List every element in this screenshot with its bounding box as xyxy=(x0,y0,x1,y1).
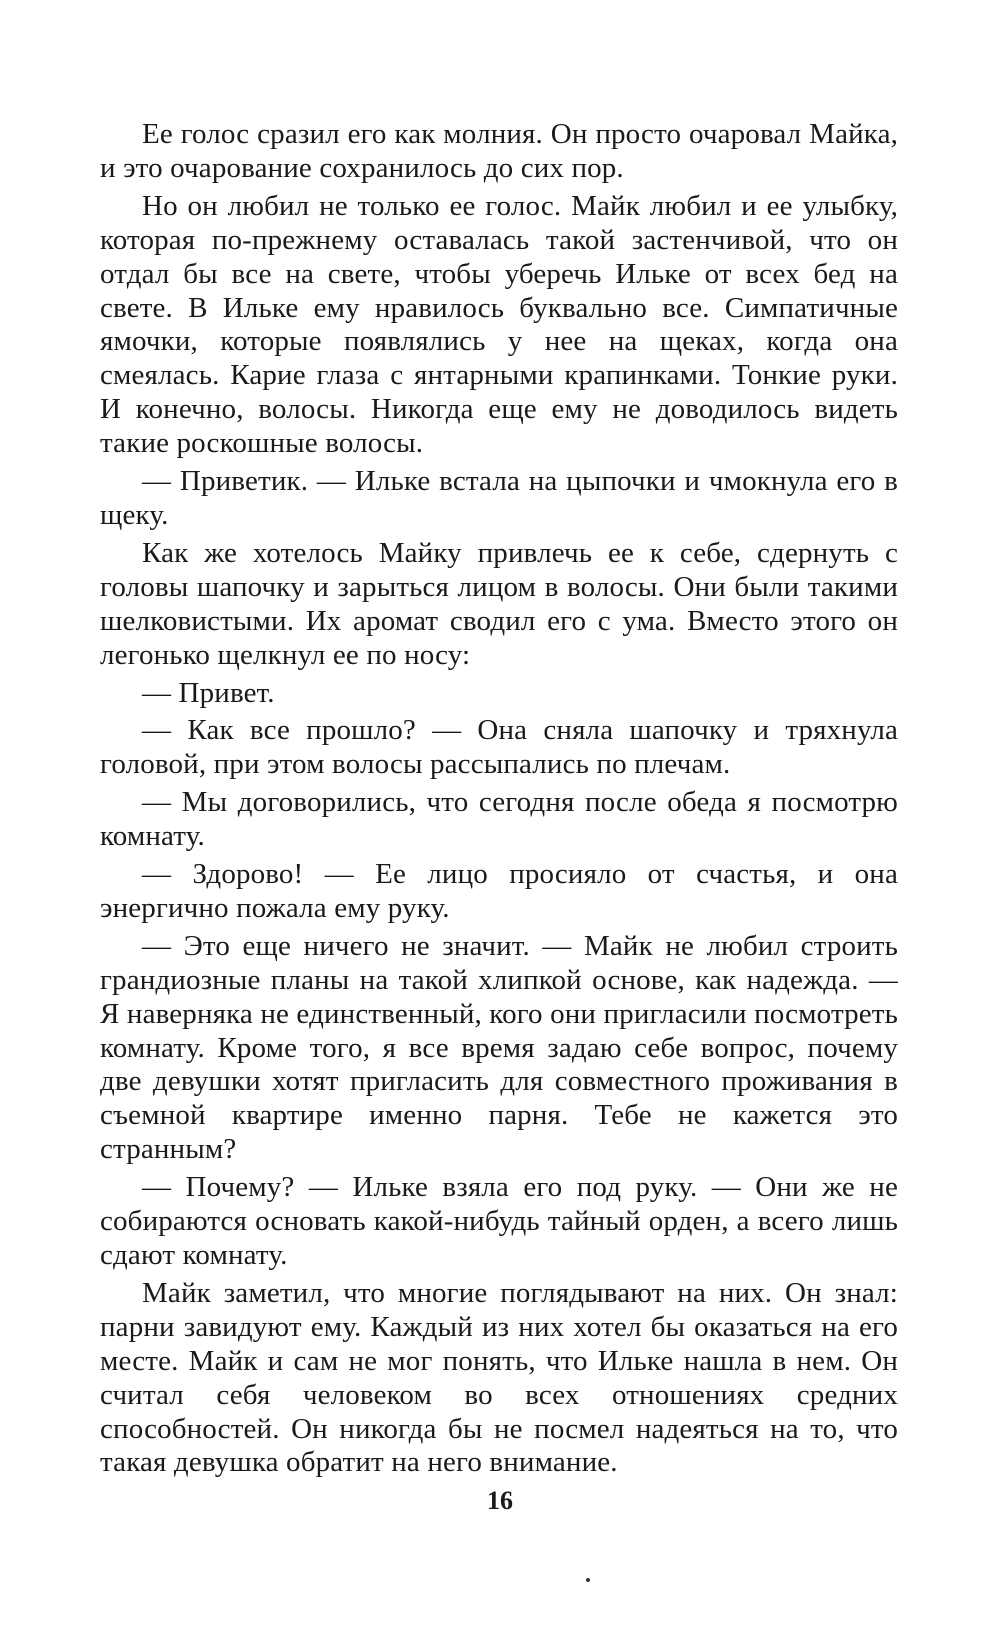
paragraph-8: — Здорово! — Ее лицо просияло от счастья, и она энергично пожала ему руку. xyxy=(100,858,898,924)
paragraph-9: — Это еще ничего не значит. — Майк не любил строить грандиозные планы на такой хлипкой основе, как надежда. — Я наверняка не единственный, кого они пригласили посмотреть комнату. Кроме того, я все время задаю себе вопрос, почему две девушки хотят пригласить для совместного проживания в съемной квартире именно парня. Тебе не кажется это странным? xyxy=(100,929,898,1166)
page-number: 16 xyxy=(487,1486,513,1515)
paragraph-11: Майк заметил, что многие поглядывают на них. Он знал: парни завидуют ему. Каждый из них хотел бы оказаться на его месте. Майк и сам не мог понять, что Ильке нашла в нем. Он считал себя человеком во всех отношениях средних способностей. Он никогда бы не посмел надеяться на то, что такая девушка обратит на него внимание. xyxy=(100,1276,898,1479)
paragraph-3: — Приветик. — Ильке встала на цыпочки и чмокнула его в щеку. xyxy=(100,465,898,531)
paragraph-7: — Мы договорились, что сегодня после обеда я посмотрю комнату. xyxy=(100,786,898,853)
print-speck xyxy=(586,1578,590,1582)
body-text xyxy=(100,118,898,1480)
paragraph-6: — Как все прошло? — Она сняла шапочку и тряхнула головой, при этом волосы рассыпались по плечам. xyxy=(100,714,898,781)
paragraph-4: Как же хотелось Майку привлечь ее к себе, сдернуть с головы шапочку и зарыться лицом в волосы. Они были такими шелковистыми. Их аромат сводил его с ума. Вместо этого он легонько щелкнул ее по носу: xyxy=(100,536,898,671)
paragraph-2: Но он любил не только ее голос. Майк любил и ее улыбку, которая по-прежнему оставалась такой застенчивой, что он отдал бы все на свете, чтобы уберечь Ильке от всех бед на свете. В Ильке ему нравилось буквально все. Симпатичные ямочки, которые появлялись у нее на щеках, когда она смеялась. Карие глаза с янтарными крапинками. Тонкие руки. И конечно, волосы. Никогда еще ему не доводилось видеть такие роскошные волосы. xyxy=(100,189,898,460)
paragraph-10: — Почему? — Ильке взяла его под руку. — Они же не собираются основать какой-нибудь тайный орден, а всего лишь сдают комнату. xyxy=(100,1171,898,1271)
paragraph-5: — Привет. xyxy=(142,676,275,709)
page-body xyxy=(100,118,898,1480)
paragraph-1: Ее голос сразил его как молния. Он просто очаровал Майка, и это очарование сохранилось до сих пор. xyxy=(100,118,898,184)
